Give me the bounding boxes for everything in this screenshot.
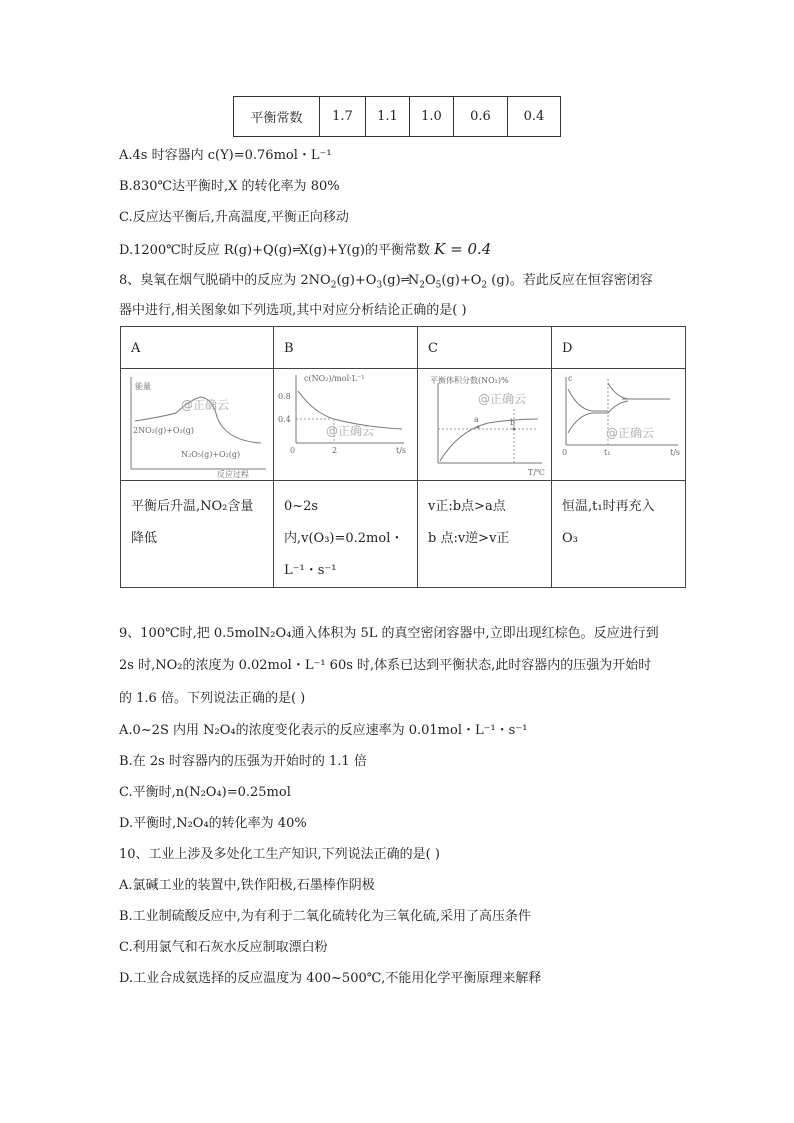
q8-stem-part: 8、臭氧在烟气脱硝中的反应为 2NO bbox=[119, 273, 331, 288]
graph-b-x-tick: 2 bbox=[332, 446, 338, 455]
watermark: @正确云 bbox=[606, 426, 655, 440]
graph-d-origin: 0 bbox=[562, 448, 568, 457]
q7-option-d-prefix: D.1200℃时反应 R(g)+Q(g) bbox=[119, 243, 293, 258]
desc-cell-a: 平衡后升温,NO₂含量降低 bbox=[121, 481, 274, 587]
table-value-cell: 0.4 bbox=[508, 97, 561, 137]
watermark: @正确云 bbox=[326, 424, 375, 438]
q9-stem-line3: 的 1.6 倍。下列说法正确的是( ) bbox=[119, 691, 306, 706]
concentration-time-graph bbox=[274, 369, 418, 481]
graph-cell-d bbox=[552, 369, 685, 481]
rate-time-graph bbox=[552, 369, 685, 481]
graph-b-x-tick: 0 bbox=[290, 446, 296, 455]
q7-option-d-middle: X(g)+Y(g)的平衡常数 bbox=[299, 243, 431, 258]
q8-stem-part: (g) bbox=[382, 273, 401, 288]
energy-profile-graph bbox=[121, 369, 274, 481]
desc-b-line1: 0~2s bbox=[284, 499, 319, 514]
q7-option-c: C.反应达平衡后,升高温度,平衡正向移动 bbox=[119, 210, 349, 225]
q9-option-c: C.平衡时,n(N₂O₄)=0.25mol bbox=[119, 785, 291, 800]
table-value-cell: 1.7 bbox=[320, 97, 366, 137]
desc-d-line1: 恒温,t₁时再充入 bbox=[562, 499, 655, 514]
q8-stem-part: N bbox=[407, 273, 420, 288]
q7-option-b: B.830℃达平衡时,X 的转化率为 80% bbox=[119, 179, 340, 194]
table-value-cell: 0.6 bbox=[454, 97, 508, 137]
q7-option-d-k-value: K = 0.4 bbox=[434, 240, 492, 258]
q8-stem-line1: 8、臭氧在烟气脱硝中的反应为 $2NO_2(g)+O_3(g)\rightleftharpoons N_2O_5(g)+O_2$ (g)。若此反应在恒容密闭容 bbox=[119, 273, 653, 291]
q8-stem-part: (g)+O bbox=[441, 273, 482, 288]
grid-header-a: A bbox=[121, 327, 274, 369]
desc-b-line2: 内,v(O₃)=0.2mol・ bbox=[284, 531, 404, 546]
graph-b-xlabel: t/s bbox=[396, 446, 407, 455]
q8-stem-line2: 器中进行,相关图象如下列选项,其中对应分析结论正确的是( ) bbox=[119, 303, 467, 318]
equilibrium-constant-table bbox=[233, 96, 561, 137]
graph-d-xlabel: t/s bbox=[670, 448, 681, 457]
q10-option-d: D.工业合成氨选择的反应温度为 400~500℃,不能用化学平衡原理来解释 bbox=[119, 971, 542, 986]
table-value-cell: 1.0 bbox=[410, 97, 454, 137]
q9-option-a: A.0~2S 内用 N₂O₄的浓度变化表示的反应速率为 0.01mol・L⁻¹・s⁻¹ bbox=[119, 723, 528, 738]
equilibrium-arrow-icon: ⇌ bbox=[292, 243, 300, 256]
q8-stem-part: (g)+O bbox=[336, 273, 377, 288]
graph-a-products-label: N₂O₅(g)+O₂(g) bbox=[181, 450, 241, 459]
desc-cell-d bbox=[552, 481, 685, 587]
q8-options-grid bbox=[120, 326, 686, 588]
volume-fraction-temperature-graph bbox=[418, 369, 552, 481]
q10-option-a: A.氯碱工业的装置中,铁作阳极,石墨棒作阴极 bbox=[119, 878, 375, 893]
desc-c-line1: v正:b点>a点 bbox=[428, 499, 506, 514]
graph-a-xlabel: 反应过程 bbox=[217, 470, 249, 479]
graph-c-point-a: a bbox=[474, 415, 479, 424]
graph-b-y-tick: 0.8 bbox=[278, 392, 291, 401]
graph-a-ylabel: 能量 bbox=[135, 382, 151, 391]
graph-b-ylabel: c(NO₂)/mol·L⁻¹ bbox=[304, 374, 365, 383]
graph-c-ylabel: 平衡体积分数(NO₂)% bbox=[430, 376, 509, 385]
q9-stem-line1: 9、100℃时,把 0.5molN₂O₄通入体积为 5L 的真空密闭容器中,立即出现红棕色。反应进行到 bbox=[119, 626, 659, 641]
graph-c-point-b: b bbox=[510, 418, 516, 427]
watermark: @正确云 bbox=[478, 392, 527, 406]
graph-d-t1-label: t₁ bbox=[604, 448, 611, 457]
desc-d-line2: O₃ bbox=[562, 531, 578, 546]
grid-header-d: D bbox=[552, 327, 685, 369]
q8-stem-part: O bbox=[425, 273, 436, 288]
q10-option-b: B.工业制硫酸反应中,为有利于二氧化硫转化为三氧化硫,采用了高压条件 bbox=[119, 909, 531, 924]
q7-option-a: A.4s 时容器内 c(Y)=0.76mol・L⁻¹ bbox=[119, 148, 332, 163]
graph-cell-b bbox=[274, 369, 418, 481]
graph-d-c-label: c bbox=[568, 374, 573, 383]
q9-stem-line2: 2s 时,NO₂的浓度为 0.02mol・L⁻¹ 60s 时,体系已达到平衡状态,此时容器内的压强为开始时 bbox=[119, 658, 652, 673]
watermark: @正确云 bbox=[181, 398, 230, 412]
grid-header-b: B bbox=[274, 327, 418, 369]
desc-c-line2: b 点:v逆>v正 bbox=[428, 531, 510, 546]
desc-b-line3: L⁻¹・s⁻¹ bbox=[284, 563, 337, 578]
graph-a-reactants-label: 2NO₂(g)+O₃(g) bbox=[133, 426, 195, 435]
grid-header-c: C bbox=[418, 327, 552, 369]
graph-c-xlabel: T/℃ bbox=[528, 468, 545, 477]
table-value-cell: 1.1 bbox=[366, 97, 410, 137]
desc-cell-c bbox=[418, 481, 552, 587]
q7-option-d bbox=[119, 240, 491, 260]
graph-cell-a bbox=[121, 369, 274, 481]
table-header-cell: 平衡常数 bbox=[234, 97, 320, 137]
q10-stem: 10、工业上涉及多处化工生产知识,下列说法正确的是( ) bbox=[119, 847, 440, 862]
equilibrium-arrow-icon: ⇌ bbox=[400, 273, 408, 286]
q10-option-c: C.利用氯气和石灰水反应制取漂白粉 bbox=[119, 940, 328, 955]
q9-option-d: D.平衡时,N₂O₄的转化率为 40% bbox=[119, 816, 307, 831]
q8-stem-part: (g)。若此反应在恒容密闭容 bbox=[487, 273, 653, 288]
graph-b-y-tick: 0.4 bbox=[278, 415, 291, 424]
q9-option-b: B.在 2s 时容器内的压强为开始时的 1.1 倍 bbox=[119, 754, 367, 769]
graph-cell-c bbox=[418, 369, 552, 481]
desc-cell-b bbox=[274, 481, 418, 587]
